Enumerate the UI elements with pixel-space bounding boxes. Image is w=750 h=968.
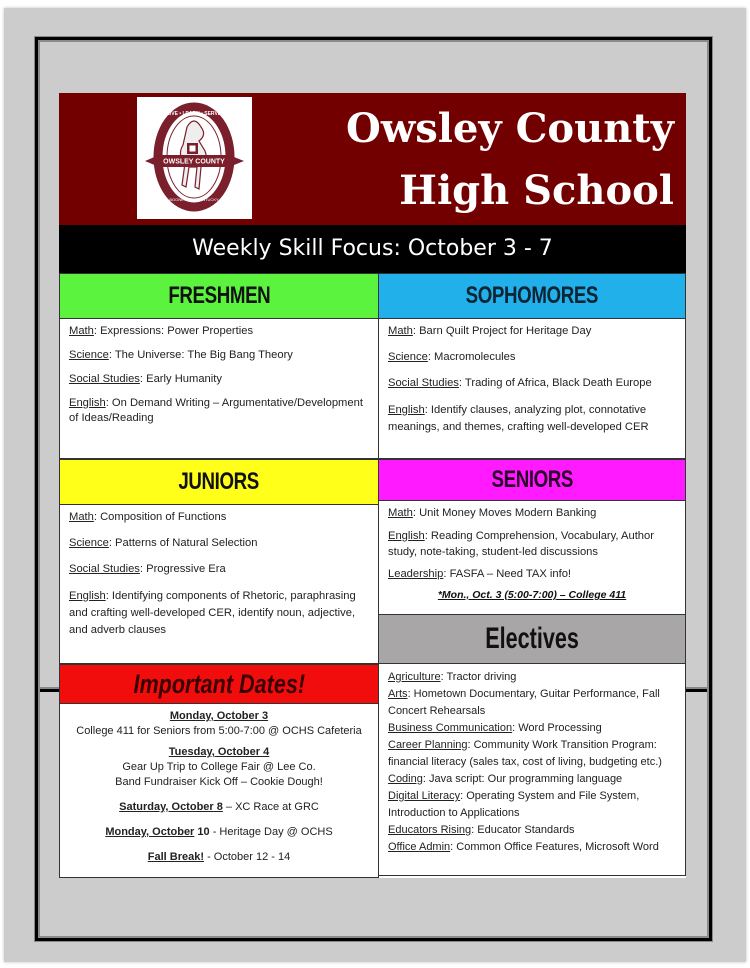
subject-label: Educators Rising xyxy=(388,824,472,836)
subject-label: Social Studies xyxy=(388,377,459,389)
subject-label: English xyxy=(69,397,106,409)
svg-text:LIVE • LEARN • SERVE: LIVE • LEARN • SERVE xyxy=(166,111,222,117)
event-desc: College 411 for Seniors from 5:00-7:00 @ OCHS Cafeteria xyxy=(76,725,362,737)
subject-label: Social Studies xyxy=(69,563,140,575)
event-date: Monday, October xyxy=(105,826,195,838)
electives-item: Agriculture: Tractor driving xyxy=(388,671,517,683)
subject-label: Agriculture xyxy=(388,671,441,683)
sophomores-heading: SOPHOMORES xyxy=(379,274,685,319)
freshmen-heading: FRESHMEN xyxy=(60,274,378,319)
school-crest-icon xyxy=(137,97,252,219)
sophomores-item: Math: Barn Quilt Project for Heritage Day xyxy=(388,325,592,337)
sophomores-item: English: Identify clauses, analyzing plot, connotative meanings, and themes, crafting well-developed CER xyxy=(388,404,649,433)
sophomores-section xyxy=(378,273,686,459)
sophomores-item: Social Studies: Trading of Africa, Black Death Europe xyxy=(388,377,652,389)
date-event xyxy=(60,745,378,790)
subject-label: Science xyxy=(388,351,428,363)
subject-label: Math xyxy=(69,325,94,337)
electives-body xyxy=(378,663,686,876)
juniors-section xyxy=(59,459,379,664)
date-event xyxy=(60,825,378,840)
event-desc: Gear Up Trip to College Fair @ Lee Co. xyxy=(122,761,316,773)
seniors-item: English: Reading Comprehension, Vocabulary, Author study, note-taking, student-led discussions xyxy=(388,530,654,558)
subject-label: Math xyxy=(388,507,413,519)
subject-label: Social Studies xyxy=(69,373,140,385)
juniors-item: Math: Composition of Functions xyxy=(69,511,227,523)
event-date: Monday, October 3 xyxy=(169,710,269,722)
subject-label: Office Admin xyxy=(388,841,451,853)
subject-label: Science xyxy=(69,537,109,549)
event-date: Saturday, October 8 xyxy=(119,801,223,813)
freshmen-item: English: On Demand Writing – Argumentative/Development of Ideas/Reading xyxy=(69,397,363,424)
juniors-item: English: Identifying components of Rhetoric, paraphrasing and crafting well-developed CER, identify noun, adjective, and adverb clauses xyxy=(69,590,356,636)
date-event xyxy=(60,800,378,815)
seniors-body xyxy=(379,501,685,603)
electives-item: Digital Literacy: Operating System and File System, Introduction to Applications xyxy=(388,790,640,819)
subject-label: English xyxy=(388,530,425,542)
school-header xyxy=(59,93,686,225)
electives-item: Career Planning: Community Work Transition Program: financial literacy (sales tax, cost of living, budgeting etc.) xyxy=(388,739,662,768)
subject-label: Arts xyxy=(388,688,408,700)
event-date: Fall Break! xyxy=(147,851,205,863)
subject-label: Math xyxy=(69,511,94,523)
electives-item: Arts: Hometown Documentary, Guitar Performance, Fall Concert Rehearsals xyxy=(388,688,660,717)
seniors-section xyxy=(378,459,686,615)
seniors-item: Math: Unit Money Moves Modern Banking xyxy=(388,507,597,519)
subject-label: English xyxy=(388,404,425,416)
juniors-body xyxy=(60,505,378,639)
electives-heading: Electives xyxy=(378,614,686,664)
freshmen-item: Science: The Universe: The Big Bang Theory xyxy=(69,349,293,361)
freshmen-item: Math: Expressions: Power Properties xyxy=(69,325,254,337)
event-date-day: 10 xyxy=(194,826,210,838)
school-name-line-1: Owsley County xyxy=(345,105,674,152)
event-desc: - October 12 - 14 xyxy=(204,851,291,863)
sophomores-body xyxy=(379,319,685,436)
event-desc: – XC Race at GRC xyxy=(222,801,319,813)
seniors-note: *Mon., Oct. 3 (5:00-7:00) – College 411 xyxy=(437,589,627,601)
seniors-heading: SENIORS xyxy=(379,460,685,501)
important-dates-body xyxy=(59,703,379,878)
electives-item: Office Admin: Common Office Features, Microsoft Word xyxy=(388,841,659,853)
subject-label: Leadership xyxy=(388,568,444,580)
svg-text:OWSLEY COUNTY: OWSLEY COUNTY xyxy=(163,158,225,166)
subject-label: English xyxy=(69,590,106,602)
event-desc: Band Fundraiser Kick Off – Cookie Dough! xyxy=(115,776,323,788)
school-name-line-2: High School xyxy=(399,167,674,214)
subject-label: Science xyxy=(69,349,109,361)
electives-item: Coding: Java script: Our programming language xyxy=(388,773,623,785)
school-logo xyxy=(137,97,252,219)
electives-item: Business Communication: Word Processing xyxy=(388,722,602,734)
freshmen-item: Social Studies: Early Humanity xyxy=(69,373,222,385)
subject-label: Career Planning xyxy=(388,739,468,751)
subject-label: Digital Literacy xyxy=(388,790,461,802)
date-event xyxy=(60,850,378,865)
juniors-item: Social Studies: Progressive Era xyxy=(69,563,226,575)
important-dates-heading: Important Dates! xyxy=(59,664,379,704)
event-desc: - Heritage Day @ OCHS xyxy=(209,826,333,838)
sophomores-item: Science: Macromolecules xyxy=(388,351,516,363)
electives-item: Educators Rising: Educator Standards xyxy=(388,824,575,836)
subject-label: Coding xyxy=(388,773,423,785)
freshmen-section xyxy=(59,273,379,459)
date-event xyxy=(60,709,378,739)
event-date: Tuesday, October 4 xyxy=(168,746,270,758)
weekly-skill-focus-bar: Weekly Skill Focus: October 3 - 7 xyxy=(59,225,686,273)
flyer xyxy=(59,93,686,878)
seniors-item: Leadership: FASFA – Need TAX info! xyxy=(388,568,572,580)
subject-label: Business Communication xyxy=(388,722,513,734)
subject-label: Math xyxy=(388,325,413,337)
freshmen-body xyxy=(60,319,378,426)
juniors-item: Science: Patterns of Natural Selection xyxy=(69,537,258,549)
svg-text:BOONEVILLE, KENTUCKY: BOONEVILLE, KENTUCKY xyxy=(169,197,219,202)
juniors-heading: JUNIORS xyxy=(60,460,378,505)
